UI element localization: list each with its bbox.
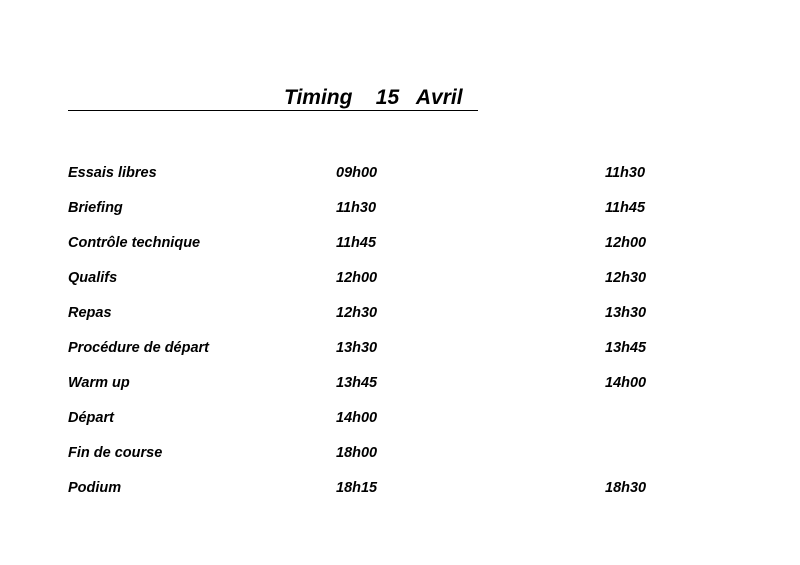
start-time: 18h15 <box>336 480 378 496</box>
start-time: 14h00 <box>336 410 378 426</box>
activity-name: Repas <box>68 305 112 321</box>
activity-name: Procédure de départ <box>68 340 210 356</box>
activity-name: Briefing <box>68 200 123 216</box>
schedule-row <box>68 198 708 233</box>
end-time: 14h00 <box>605 375 647 391</box>
schedule-row <box>68 268 708 303</box>
activity-name: Contrôle technique <box>68 235 201 251</box>
schedule-row <box>68 443 708 478</box>
schedule-row <box>68 163 708 198</box>
start-time: 12h30 <box>336 305 378 321</box>
end-time: 13h30 <box>605 305 647 321</box>
start-time: 11h30 <box>336 200 377 216</box>
activity-name: Fin de course <box>68 445 163 461</box>
end-time: 11h45 <box>605 200 646 216</box>
schedule-row <box>68 233 708 268</box>
activity-name: Podium <box>68 480 122 496</box>
start-time: 09h00 <box>336 165 378 181</box>
activity-name: Départ <box>68 410 114 426</box>
end-time: 12h30 <box>605 270 647 286</box>
schedule-table <box>68 163 708 513</box>
start-time: 18h00 <box>336 445 378 461</box>
start-time: 11h45 <box>336 235 377 251</box>
activity-name: Qualifs <box>68 270 118 286</box>
end-time: 12h00 <box>605 235 647 251</box>
start-time: 13h45 <box>336 375 378 391</box>
end-time: 13h45 <box>605 340 647 356</box>
schedule-row <box>68 338 708 373</box>
page-title: Timing 15 Avril <box>284 86 463 109</box>
end-time: 18h30 <box>605 480 647 496</box>
end-time: 11h30 <box>605 165 646 181</box>
schedule-row <box>68 373 708 408</box>
start-time: 12h00 <box>336 270 378 286</box>
activity-name: Essais libres <box>68 165 157 181</box>
schedule-row <box>68 303 708 338</box>
schedule-row <box>68 408 708 443</box>
start-time: 13h30 <box>336 340 378 356</box>
activity-name: Warm up <box>68 375 130 391</box>
schedule-row <box>68 478 708 513</box>
